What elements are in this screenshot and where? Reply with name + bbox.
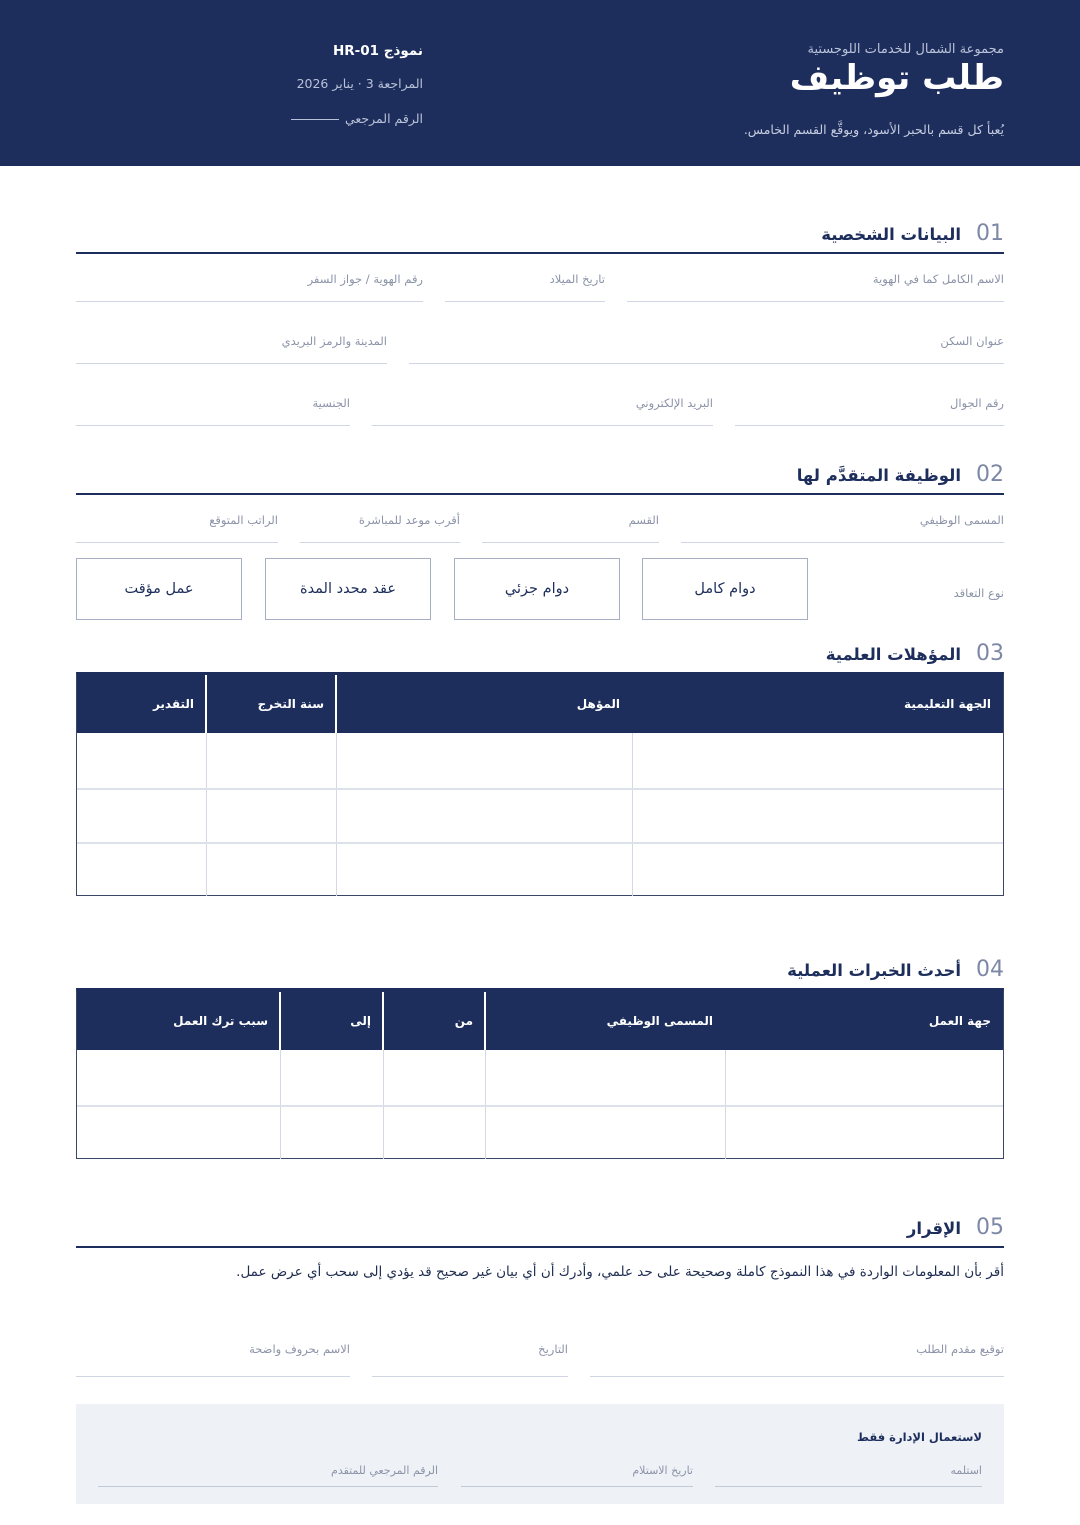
column-divider xyxy=(335,675,337,733)
field-label: الاسم بحروف واضحة xyxy=(249,1342,350,1356)
form-revision: المراجعة 3 · يناير 2026 xyxy=(296,76,423,91)
column-header: المسمى الوظيفي xyxy=(606,1014,713,1028)
field-label: الراتب المتوقع xyxy=(209,513,278,527)
section-number: 02 xyxy=(976,462,1004,487)
column-header: جهة العمل xyxy=(928,1014,991,1028)
received-date-field[interactable] xyxy=(461,1464,693,1487)
field-label: القسم xyxy=(628,513,659,527)
column-divider xyxy=(336,733,338,896)
section-title: أحدث الخبرات العملية xyxy=(787,961,961,980)
start-date-field[interactable] xyxy=(300,513,460,543)
office-use-title: لاستعمال الإدارة فقط xyxy=(857,1430,982,1444)
contract-option-full-time[interactable]: دوام كامل xyxy=(642,558,808,620)
section-header-personal xyxy=(76,214,1004,254)
address-field[interactable] xyxy=(409,334,1004,364)
column-header: التقدير xyxy=(152,697,194,711)
received-by-field[interactable] xyxy=(715,1464,982,1487)
full-name-field[interactable] xyxy=(627,272,1004,302)
table-cell[interactable] xyxy=(633,733,1003,788)
field-label: تاريخ الاستلام xyxy=(632,1464,693,1477)
column-divider xyxy=(205,675,207,733)
section-number: 05 xyxy=(976,1215,1004,1240)
expected-salary-field[interactable] xyxy=(76,513,278,543)
column-divider xyxy=(206,733,208,896)
field-label: عنوان السكن xyxy=(940,334,1004,348)
table-cell[interactable] xyxy=(726,1050,1003,1105)
table-cell[interactable] xyxy=(633,842,1003,896)
declaration-date-field[interactable] xyxy=(372,1342,568,1377)
qualifications-table xyxy=(76,672,1004,896)
field-label: المسمى الوظيفي xyxy=(919,513,1004,527)
column-divider xyxy=(382,992,384,1050)
section-header-declaration xyxy=(76,1208,1004,1248)
field-label: الجنسية xyxy=(312,396,350,410)
job-title-field[interactable] xyxy=(681,513,1004,543)
field-label: رقم الجوال xyxy=(950,396,1004,410)
column-header: الجهة التعليمية xyxy=(904,697,991,711)
column-header: المؤهل xyxy=(576,697,620,711)
email-field[interactable] xyxy=(372,396,713,426)
contract-type-label: نوع التعاقد xyxy=(953,586,1004,600)
mobile-field[interactable] xyxy=(735,396,1004,426)
field-label: استلمه xyxy=(950,1464,982,1477)
signature-field[interactable] xyxy=(590,1342,1004,1377)
contract-option-temporary[interactable]: عمل مؤقت xyxy=(76,558,242,620)
section-title: الوظيفة المتقدَّم لها xyxy=(796,466,961,485)
experience-table xyxy=(76,989,1004,1159)
section-number: 01 xyxy=(976,221,1004,246)
form-header xyxy=(0,0,1080,166)
field-label: تاريخ الميلاد xyxy=(549,272,605,286)
contract-option-fixed-term[interactable]: عقد محدد المدة xyxy=(265,558,431,620)
column-divider xyxy=(279,992,281,1050)
reference-blank-line[interactable] xyxy=(291,119,339,120)
field-label: أقرب موعد للمباشرة xyxy=(358,513,460,527)
section-number: 04 xyxy=(976,957,1004,982)
section-title: البيانات الشخصية xyxy=(821,225,961,244)
form-number: نموذج HR-01 xyxy=(332,43,423,59)
section-title: الإقرار xyxy=(906,1219,961,1238)
column-header: سنة التخرج xyxy=(257,697,324,711)
column-header: سبب ترك العمل xyxy=(173,1014,268,1028)
column-header: من xyxy=(454,1014,473,1028)
field-label: البريد الإلكتروني xyxy=(635,396,713,410)
section-header-position xyxy=(76,455,1004,495)
section-number: 03 xyxy=(976,641,1004,666)
reference-number xyxy=(291,111,423,126)
field-label: الاسم الكامل كما في الهوية xyxy=(872,272,1004,286)
field-label: التاريخ xyxy=(538,1342,568,1356)
section-title: المؤهلات العلمية xyxy=(825,645,961,664)
field-label: المدينة والرمز البريدي xyxy=(281,334,387,348)
form-instructions: يُعبأ كل قسم بالحبر الأسود، ويوقَّع القسم الخامس. xyxy=(743,122,1004,137)
contract-option-part-time[interactable]: دوام جزئي xyxy=(454,558,620,620)
city-zip-field[interactable] xyxy=(76,334,387,364)
column-header: إلى xyxy=(350,1014,371,1028)
office-use-box xyxy=(76,1404,1004,1504)
id-number-field[interactable] xyxy=(76,272,423,302)
table-header-row xyxy=(77,675,1003,733)
field-label: توقيع مقدم الطلب xyxy=(916,1342,1004,1356)
table-cell[interactable] xyxy=(726,1105,1003,1159)
printed-name-field[interactable] xyxy=(76,1342,350,1377)
section-header-qualifications xyxy=(76,634,1004,674)
field-label: الرقم المرجعي للمتقدم xyxy=(331,1464,438,1477)
department-field[interactable] xyxy=(482,513,659,543)
nationality-field[interactable] xyxy=(76,396,350,426)
organization-name: مجموعة الشمال للخدمات اللوجستية xyxy=(807,42,1004,57)
birth-date-field[interactable] xyxy=(445,272,605,302)
table-header-row xyxy=(77,992,1003,1050)
form-title: طلب توظيف xyxy=(789,58,1004,98)
applicant-reference-field[interactable] xyxy=(98,1464,438,1487)
column-divider xyxy=(484,992,486,1050)
declaration-text: أقر بأن المعلومات الواردة في هذا النموذج كاملة وصحيحة على حد علمي، وأدرك أن أي بيان غير صحيح قد يؤدي إلى سحب أي عرض عمل. xyxy=(236,1264,1004,1280)
reference-label: الرقم المرجعي xyxy=(344,111,423,126)
table-cell[interactable] xyxy=(633,788,1003,842)
field-label: رقم الهوية / جواز السفر xyxy=(307,272,423,286)
section-header-experience xyxy=(76,950,1004,990)
